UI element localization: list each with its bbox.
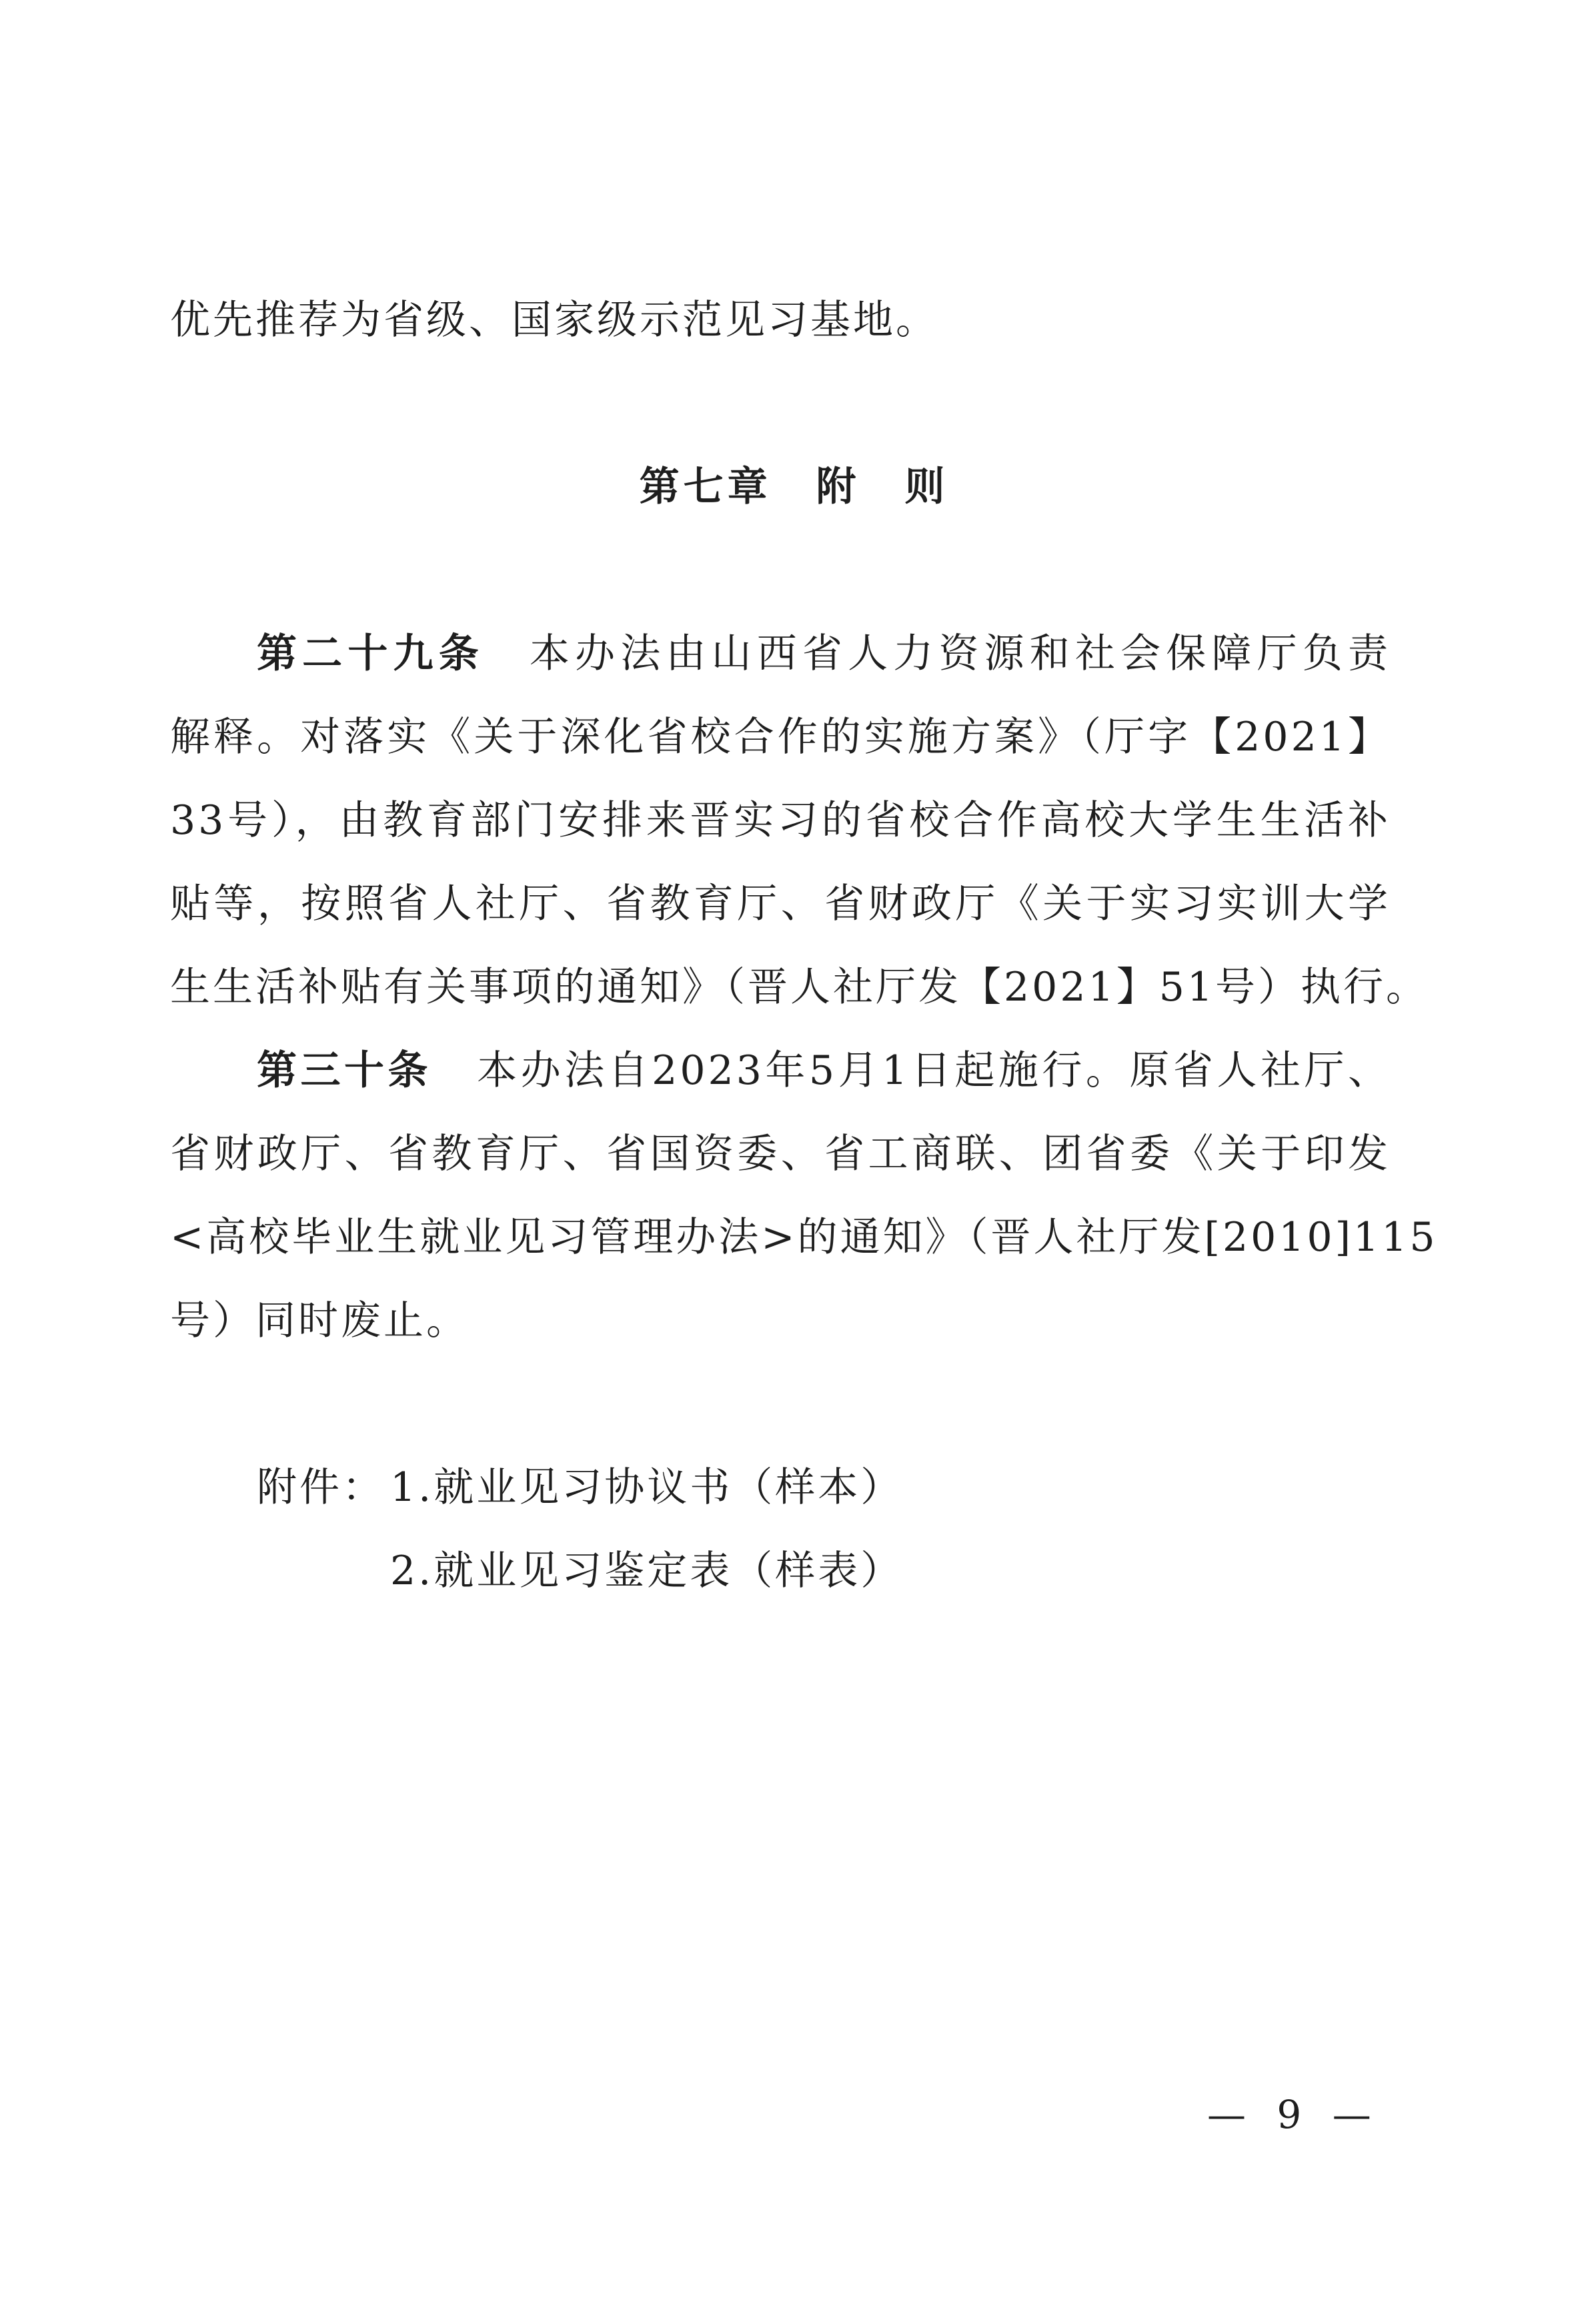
article-30-line-2: 省财政厅、省教育厅、省国资委、省工商联、团省委《关于印发 xyxy=(170,1131,1391,1177)
article-30-label: 第三十条 xyxy=(257,1047,432,1094)
chapter-title: 第七章 附 则 xyxy=(639,464,949,510)
article-29-line-4: 贴等，按照省人社厅、省教育厅、省财政厅《关于实习实训大学 xyxy=(170,881,1391,927)
article-30-line-4: 号）同时废止。 xyxy=(170,1297,469,1344)
attachments-label: 附件： xyxy=(257,1464,385,1511)
article-29-line-3: 33号），由教育部门安排来晋实习的省校合作高校大学生生活补 xyxy=(170,797,1391,844)
article-30-line-1: 本办法自2023年5月1日起施行。原省人社厅、 xyxy=(477,1047,1391,1094)
article-29-label: 第二十九条 xyxy=(257,630,484,677)
article-29-line-2: 解释。对落实《关于深化省校合作的实施方案》（厅字【2021】 xyxy=(170,714,1391,760)
article-30-first-line xyxy=(257,1044,1391,1097)
continuation-text: 优先推荐为省级、国家级示范见习基地。 xyxy=(170,297,938,344)
page-number: — 9 — xyxy=(1207,2092,1381,2137)
attachment-item-1: 1.就业见习协议书（样本） xyxy=(390,1464,904,1511)
article-30-line-3: <高校毕业生就业见习管理办法>的通知》（晋人社厅发[2010]115 xyxy=(170,1214,1438,1261)
article-29-line-1: 本办法由山西省人力资源和社会保障厅负责 xyxy=(529,630,1391,677)
attachment-item-2: 2.就业见习鉴定表（样表） xyxy=(390,1548,904,1594)
article-29-line-5: 生生活补贴有关事项的通知》（晋人社厅发【2021】51号）执行。 xyxy=(170,964,1429,1011)
article-29-first-line xyxy=(257,627,1391,680)
